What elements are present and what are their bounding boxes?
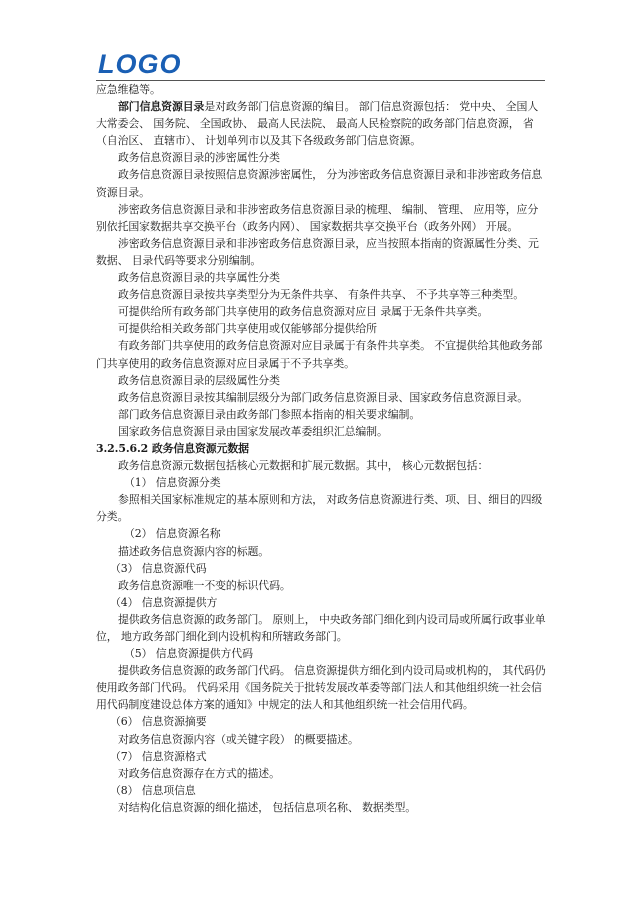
- paragraph: 政务信息资源目录按其编制层级分为部门政务信息资源目录、国家政务信息资源目录。: [118, 390, 529, 404]
- paragraph: 描述政务信息资源内容的标题。: [118, 544, 270, 558]
- list-item-title: （8） 信息项信息: [110, 783, 196, 797]
- list-item-title: （4） 信息资源提供方: [110, 595, 218, 609]
- paragraph: 提供政务信息资源的政务部门。 原则上， 中央政务部门细化到内设司局或所属行政事业单位， 地方政务部门细化到内设机构和所辖政务部门。: [96, 612, 546, 643]
- subsection-title: 政务信息资源目录的共享属性分类: [118, 271, 280, 285]
- paragraph: 可提供给相关政务部门共享使用或仅能够部分提供给所: [118, 322, 377, 336]
- list-item-title: （5） 信息资源提供方代码: [124, 647, 253, 661]
- list-item-title: （7） 信息资源格式: [110, 749, 207, 763]
- paragraph: 涉密政务信息资源目录和非涉密政务信息资源目录，应当按照本指南的资源属性分类、元数据、 目录代码等要求分别编制。: [96, 236, 539, 267]
- list-item-title: （1） 信息资源分类: [124, 476, 221, 490]
- paragraph: 应急维稳等。: [96, 83, 161, 96]
- document-body: [96, 81, 548, 816]
- paragraph: 涉密政务信息资源目录和非涉密政务信息资源目录的梳理、 编制、 管理、 应用等，应分别依托国家数据共享交换平台（政务内网）、 国家数据共享交换平台（政务外网） 开展。: [96, 202, 539, 233]
- paragraph: 政务信息资源目录按照信息资源涉密属性， 分为涉密政务信息资源目录和非涉密政务信息资源目录。: [96, 168, 543, 199]
- paragraph: 政务信息资源目录按共享类型分为无条件共享、 有条件共享、 不予共享等三种类型。: [118, 288, 524, 302]
- paragraph: 部门政务信息资源目录由政务部门参照本指南的相关要求编制。: [118, 407, 421, 421]
- logo-text: LOGO: [98, 50, 182, 78]
- paragraph: 有政务部门共享使用的政务信息资源对应目录属于有条件共享类。 不宜提供给其他政务部门共享使用的政务信息资源对应目录属于不予共享类。: [96, 339, 543, 370]
- paragraph: 对政务信息资源内容（或关键字段） 的概要描述。: [118, 732, 359, 746]
- paragraph: 提供政务信息资源的政务部门代码。 信息资源提供方细化到内设司局或机构的， 其代码仍使用政务部门代码。 代码采用《国务院关于批转发展改革委等部门法人和其他组织统一社会信用代码制度建设总体方案的通知》中规定的法人和其他组织统一社会信用代码。: [96, 664, 546, 712]
- paragraph: 政务信息资源元数据包括核心元数据和扩展元数据。其中， 核心元数据包括：: [118, 459, 489, 473]
- paragraph: [96, 98, 548, 149]
- subsection-title: 政务信息资源目录的层级属性分类: [118, 373, 280, 387]
- section-heading: 3.2.5.6.2 政务信息资源元数据: [96, 441, 249, 455]
- paragraph: 参照相关国家标准规定的基本原则和方法， 对政务信息资源进行类、项、目、细目的四级分类。: [96, 493, 543, 524]
- paragraph: 国家政务信息资源目录由国家发展改革委组织汇总编制。: [118, 424, 388, 438]
- list-item-title: （3） 信息资源代码: [110, 561, 207, 575]
- paragraph: 对政务信息资源存在方式的描述。: [118, 766, 280, 780]
- list-item-title: （2） 信息资源名称: [124, 527, 221, 541]
- list-item-title: （6） 信息资源摘要: [110, 715, 207, 729]
- logo: [98, 50, 182, 78]
- term-bold: 部门信息资源目录: [118, 100, 205, 114]
- paragraph: 对结构化信息资源的细化描述， 包括信息项名称、 数据类型。: [118, 800, 417, 814]
- paragraph: 可提供给所有政务部门共享使用的政务信息资源对应目 录属于无条件共享类。: [118, 305, 489, 319]
- paragraph: 政务信息资源唯一不变的标识代码。: [118, 578, 291, 592]
- paragraph-text: 是对政务部门信息资源的编目。 部门信息资源包括： 党中央、 全国人大常委会、 国务院、 全国政协、 最高人民法院、 最高人民检察院的政务部门信息资源， 省（自治区、 直辖市）、 计划单列市以及其下各级政务部门信息资源。: [96, 100, 539, 148]
- subsection-title: 政务信息资源目录的涉密属性分类: [118, 151, 280, 165]
